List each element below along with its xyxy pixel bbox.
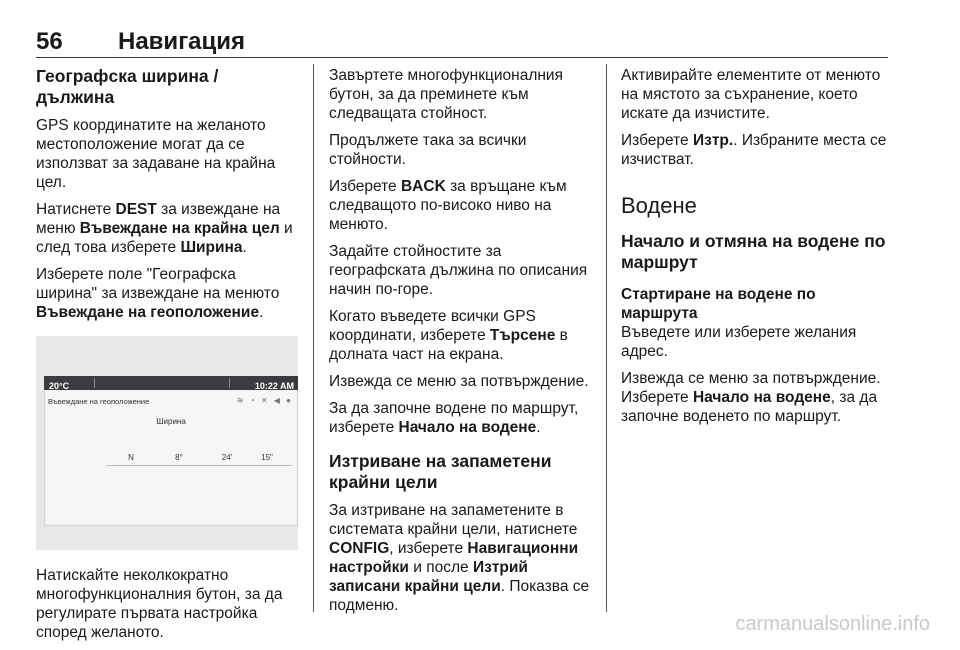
status-icons: ≋ ◔ ✕ ◀ ●	[236, 396, 293, 405]
header-divider	[36, 57, 888, 58]
section-heading-coordinates: Географска ширина / дължина	[36, 66, 219, 107]
column-3	[621, 66, 891, 434]
page-number: 56	[36, 28, 63, 55]
display-screen	[44, 376, 298, 526]
divider	[229, 378, 230, 388]
status-bar	[44, 376, 298, 390]
temperature: 20°C	[49, 381, 70, 391]
field-minutes[interactable]: 24'	[200, 446, 254, 466]
column-1	[36, 66, 298, 650]
latitude-label: Ширина	[156, 417, 186, 426]
paragraph: Завъртете многофункционалния бутон, за да преминете към следващата стойност.	[329, 67, 563, 122]
paragraph: Когато въведете всички GPS координати, изберете Търсене в долната част на екрана.	[329, 308, 568, 363]
section-heading-start-cancel: Начало и отмяна на водене по маршрут	[621, 231, 886, 272]
paragraph: Извежда се меню за потвърждение.	[329, 373, 589, 390]
paragraph: Изберете BACK за връщане към следващото по-високо ниво на менюто.	[329, 178, 567, 233]
paragraph: Изберете Изтр.. Избраните места се изчистват.	[621, 132, 887, 168]
paragraph: Продължете така за всички стойности.	[329, 132, 527, 168]
paragraph: Изберете поле "Географска ширина" за извеждане на менюто Въвеждане на геоположение.	[36, 266, 280, 321]
paragraph: За да започне водене по маршрут, изберете Начало на водене.	[329, 400, 579, 436]
paragraph: Задайте стойностите за географската дължина по описания начин по-горе.	[329, 243, 588, 298]
chapter-heading-guidance: Водене	[621, 193, 697, 218]
subsection-heading-start: Стартиране на водене по маршрута	[621, 286, 816, 322]
column-divider	[313, 64, 314, 612]
paragraph: Извежда се меню за потвърждение. Изберете Начало на водене, за да започне воденето по маршрут.	[621, 370, 881, 425]
field-seconds[interactable]: 15"	[240, 446, 294, 466]
page-header	[36, 28, 888, 54]
paragraph: Натиснете DEST за извеждане на меню Въвеждане на крайна цел и след това изберете Ширина.	[36, 201, 293, 256]
section-heading-delete: Изтриване на запаметени крайни цели	[329, 451, 552, 492]
screenshot-figure	[36, 336, 298, 550]
chapter-title: Навигация	[118, 28, 246, 55]
paragraph: Натискайте неколкократно многофункционалния бутон, за да регулирате първата настройка според желаното.	[36, 567, 283, 641]
divider	[94, 378, 95, 388]
screen-title: Въвеждане на геоположение	[48, 397, 150, 406]
field-degrees[interactable]: 8°	[152, 446, 206, 466]
field-direction[interactable]: N	[104, 446, 158, 466]
column-divider	[606, 64, 607, 612]
paragraph: За изтриване на запаметените в системата крайни цели, натиснете CONFIG, изберете Навигационни настройки и после Изтрий записани крайни цели. Показва се подменю.	[329, 502, 590, 614]
paragraph: GPS координатите на желаното местоположение могат да се използват за задаване на крайна цел.	[36, 117, 276, 191]
paragraph: Активирайте елементите от менюто на мястото за съхранение, което искате да изчистите.	[621, 67, 881, 122]
column-2	[329, 66, 597, 623]
watermark: carmanualsonline.info	[735, 613, 930, 635]
paragraph: Въведете или изберете желания адрес.	[621, 324, 857, 360]
clock: 10:22 AM	[254, 381, 294, 391]
